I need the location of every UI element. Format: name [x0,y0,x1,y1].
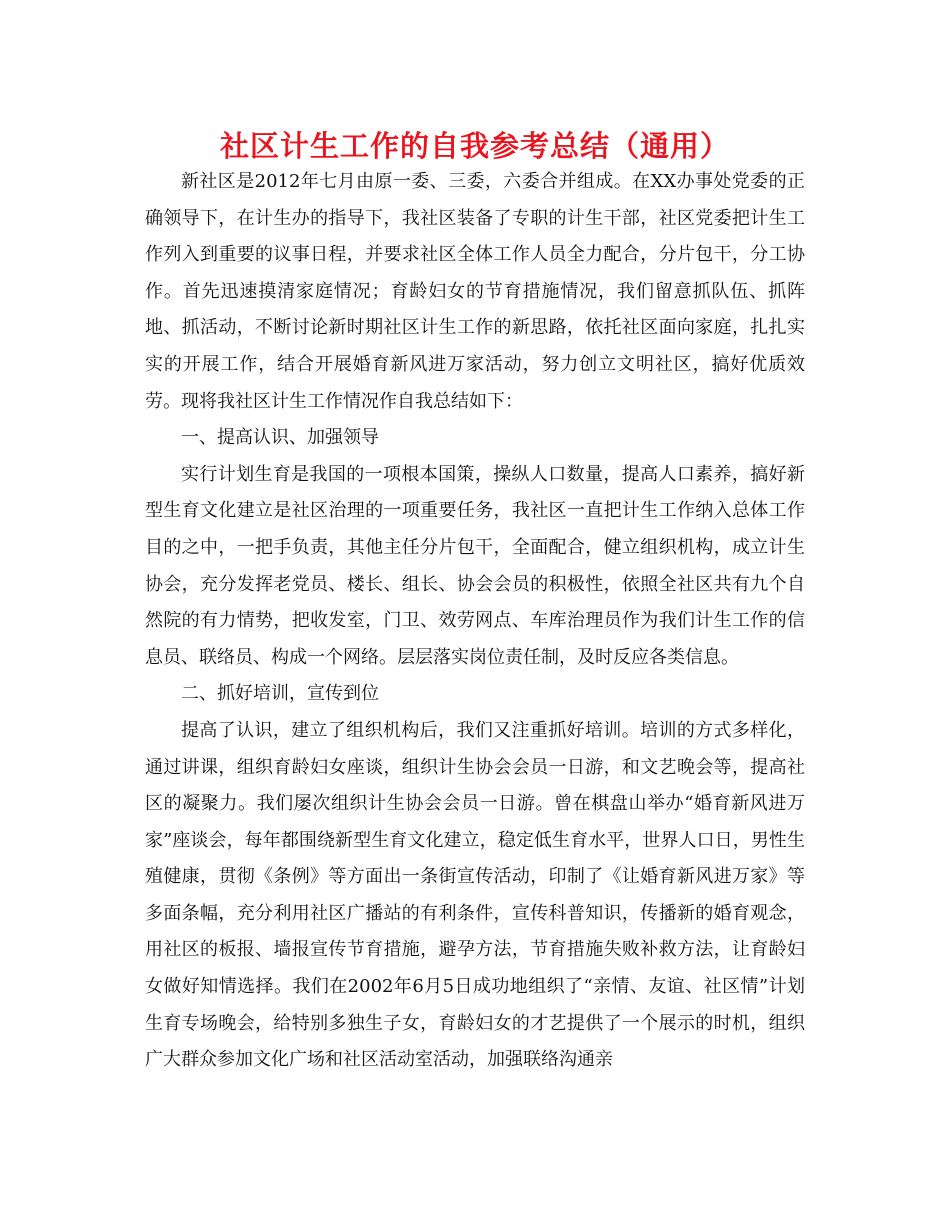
section-1-paragraph: 实行计划生育是我国的一项根本国策，操纵人口数量，提高人口素养，搞好新型生育文化建立是社区治理的一项重要任务，我社区一直把计生工作纳入总体工作目的之中，一把手负责，其他主任分片包干，全面配合，健立组织机构，成立计生协会，充分发挥老党员、楼长、组长、协会会员的积极性，依照全社区共有九个自然院的有力情势，把收发室，门卫、效劳网点、车库治理员作为我们计生工作的信息员、联络员、构成一个网络。层层落实岗位责任制，及时反应各类信息。 [145,463,805,668]
document-body [145,164,805,1079]
document-title: 社区计生工作的自我参考总结（通用） [219,129,730,163]
section-2-paragraph: 提高了认识，建立了组织机构后，我们又注重抓好培训。培训的方式多样化，通过讲课，组织育龄妇女座谈，组织计生协会会员一日游，和文艺晚会等，提高社区的凝聚力。我们屡次组织计生协会会员一日游。曾在棋盘山举办“婚育新风进万家”座谈会，每年都围绕新型生育文化建立，稳定低生育水平，世界人口日，男性生殖健康，贯彻《条例》等方面出一条街宣传活动，印制了《让婚育新风进万家》等多面条幅，充分利用社区广播站的有利条件，宣传科普知识，传播新的婚育观念，用社区的板报、墙报宣传节育措施，避孕方法，节育措施失败补救方法，让育龄妇女做好知情选择。我们在2002年6月5日成功地组织了“亲情、友谊、社区情”计划生育专场晚会，给特别多独生子女，育龄妇女的才艺提供了一个展示的时机，组织广大群众参加文化广场和社区活动室活动，加强联络沟通亲 [145,719,805,1071]
intro-paragraph: 新社区是2012年七月由原一委、三委，六委合并组成。在XX办事处党委的正确领导下，在计生办的指导下，我社区装备了专职的计生干部，社区党委把计生工作列入到重要的议事日程，并要求社区全体工作人员全力配合，分片包干，分工协作。首先迅速摸清家庭情况；育龄妇女的节育措施情况，我们留意抓队伍、抓阵地、抓活动，不断讨论新时期社区计生工作的新思路，依托社区面向家庭，扎扎实实的开展工作，结合开展婚育新风进万家活动，努力创立文明社区，搞好优质效劳。现将我社区计生工作情况作自我总结如下： [145,171,805,412]
section-heading-2: 二、抓好培训，宣传到位 [181,683,379,705]
section-heading-1: 一、提高认识、加强领导 [181,427,379,449]
